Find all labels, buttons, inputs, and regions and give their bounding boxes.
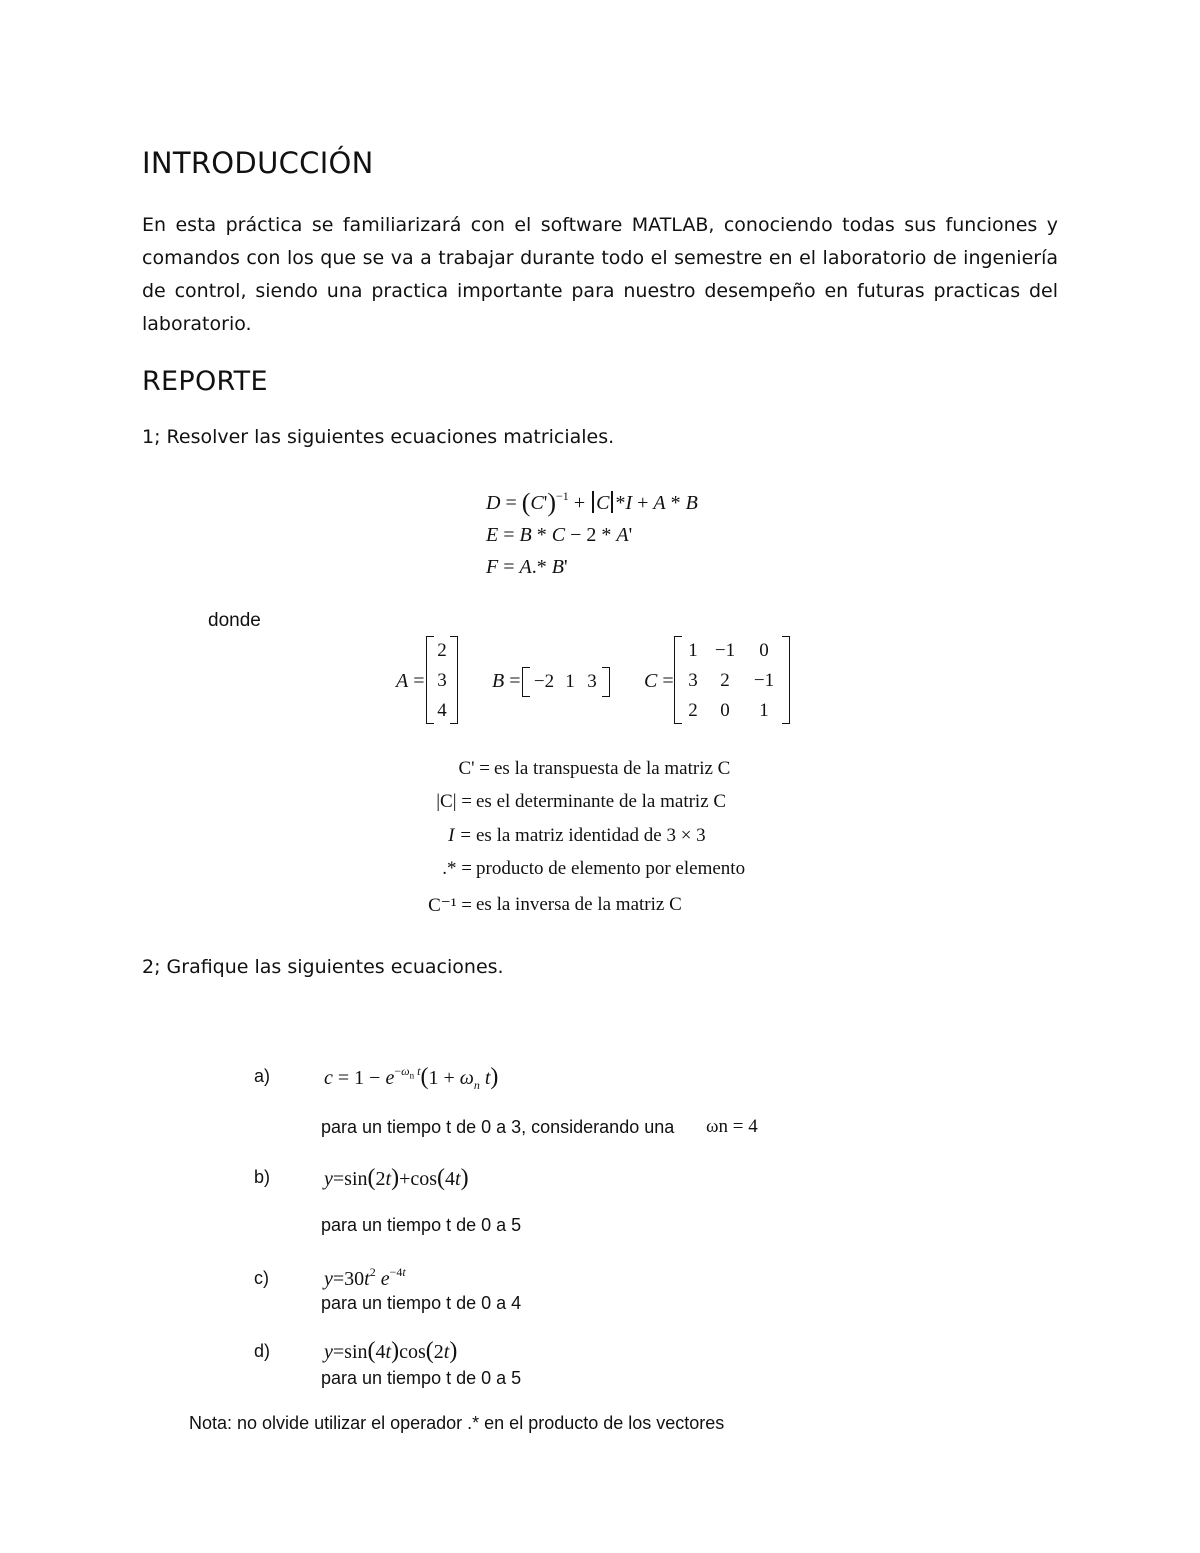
matrix-c-cell: 0 [759, 640, 769, 661]
item-range: para un tiempo t de 0 a 5 [321, 1215, 522, 1235]
matrix-c-cell: 2 [688, 700, 698, 721]
matrix-c-cell: −1 [714, 640, 736, 661]
item-range: para un tiempo t de 0 a 3, considerando una [321, 1117, 675, 1137]
item-letter: b) [254, 1167, 271, 1187]
matrix-a-cell: 4 [437, 700, 447, 721]
matrix-c-cell: 1 [759, 700, 769, 721]
item-equation: y=sin(4t)cos(2t) [324, 1338, 458, 1364]
matrix-b-cell: 3 [587, 671, 597, 692]
item-equation: $y=30t^2$ $e^{-4t}$ [324, 1265, 406, 1290]
def-symbol: C⁻¹ = [428, 895, 472, 916]
equation-d: $D = (C')^{-1} + C$ *I + A * B [486, 488, 698, 517]
question-1: 1; Resolver las siguientes ecuaciones matriciales. [142, 426, 615, 448]
item-extra: ωn = 4 [706, 1116, 758, 1137]
matrix-a-cell: 2 [437, 640, 447, 661]
intro-heading: INTRODUCCIÓN [142, 146, 374, 180]
matrix-b [522, 667, 610, 697]
equation-e: E = B * C − 2 * A' [486, 524, 633, 546]
item-equation: $c = 1 - e^{-\omega_n t}(1 + \omega_n$ t) [324, 1064, 499, 1092]
item-range: para un tiempo t de 0 a 4 [321, 1293, 522, 1313]
matrix-c-label: C = [644, 670, 674, 692]
question-2: 2; Grafique las siguientes ecuaciones. [142, 956, 504, 978]
intro-paragraph: En esta práctica se familiarizará con el software MATLAB, conociendo todas sus funciones y comandos con los que se va a trabajar durante todo el semestre en el laboratorio de ingeniería de control, siendo una practica importante para nuestro desempeño en futuras practicas del laboratorio. [142, 214, 1058, 335]
matrix-a [426, 636, 458, 724]
item-letter: d) [254, 1341, 271, 1361]
def-symbol: I = [448, 825, 472, 846]
matrix-b-cell: −2 [533, 671, 555, 692]
matrix-c-cell: −1 [753, 670, 775, 691]
matrix-b-label: B = [492, 670, 521, 692]
def-text: es la transpuesta de la matriz C [494, 758, 731, 779]
matrix-a-label: A = [396, 670, 425, 692]
def-text: es la matriz identidad de 3 × 3 [476, 825, 706, 846]
item-range: para un tiempo t de 0 a 5 [321, 1368, 522, 1388]
def-text: es el determinante de la matriz C [476, 791, 727, 812]
def-symbol: .* = [442, 858, 472, 879]
def-symbol: C' = [458, 758, 490, 779]
matrix-a-cell: 3 [437, 670, 447, 691]
note: Nota: no olvide utilizar el operador .* en el producto de los vectores [189, 1413, 725, 1433]
matrix-c-cell: 2 [720, 670, 730, 691]
def-text: producto de elemento por elemento [476, 858, 746, 879]
matrix-c-cell: 3 [688, 670, 698, 691]
item-letter: a) [254, 1066, 271, 1086]
matrix-c-cell: 0 [720, 700, 730, 721]
report-heading: REPORTE [142, 366, 268, 397]
matrix-b-cell: 1 [565, 671, 575, 692]
equation-f: F = A.* B' [486, 556, 568, 578]
matrix-c [674, 636, 790, 724]
def-symbol: |C| = [436, 791, 472, 812]
matrix-c-cell: 1 [688, 640, 698, 661]
item-letter: c) [254, 1268, 269, 1288]
donde-label: donde [208, 610, 261, 631]
item-equation: y=sin(2t)+cos(4t) [324, 1165, 469, 1191]
def-text: es la inversa de la matriz C [476, 894, 682, 915]
